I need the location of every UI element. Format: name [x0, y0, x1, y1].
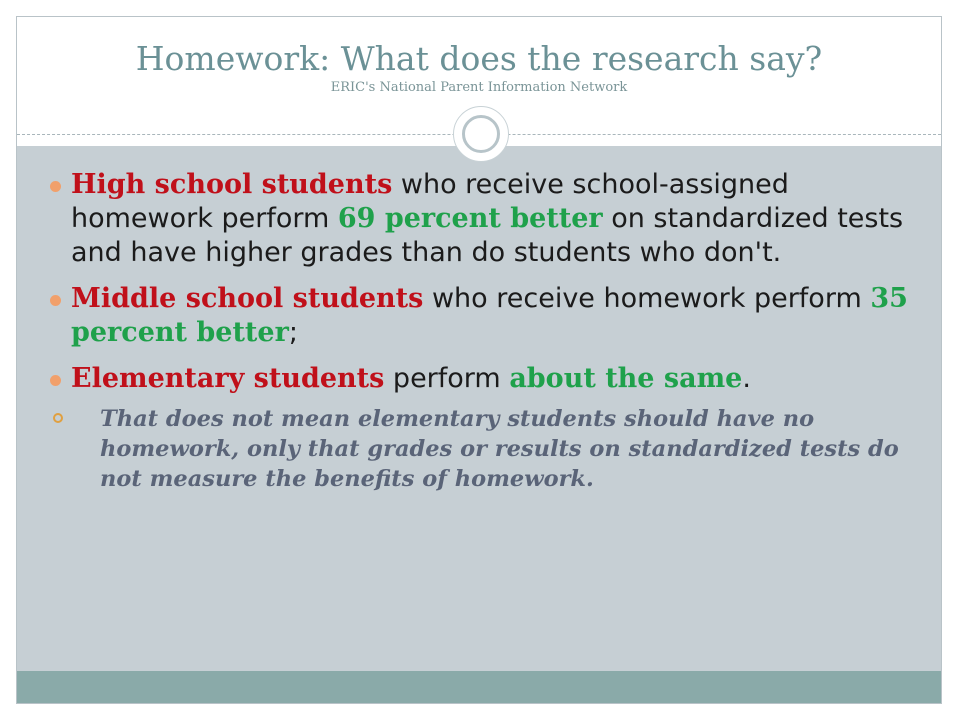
bullet-highlight-red: High school students: [71, 169, 393, 200]
bullet-highlight-green: 35 percent better: [71, 283, 908, 348]
bullet-highlight-green: about the same: [509, 363, 743, 394]
bullet-list: [50, 168, 910, 494]
bullet-elementary: [50, 362, 910, 396]
ring-icon: [462, 115, 500, 153]
filled-dot-icon: [50, 295, 61, 306]
bullet-text: .: [742, 363, 751, 394]
sub-bullet-text: That does not mean elementary students should have no homework, only that grades or results on standardized tests do not measure the benefits of homework.: [100, 406, 899, 492]
bullet-text: perform: [384, 363, 510, 394]
bullet-text: ;: [288, 317, 298, 348]
sub-bullet: [50, 404, 910, 494]
bullet-text: on standardized tests and have higher grades than do students who don't.: [71, 203, 904, 268]
filled-dot-icon: [50, 181, 61, 192]
slide-title: Homework: What does the research say?: [135, 39, 823, 78]
bullet-highlight-red: Elementary students: [71, 363, 385, 394]
circle-ornament-icon: [453, 106, 509, 162]
bullet-text: who receive homework perform: [423, 283, 871, 314]
ring-bullet-icon: [53, 413, 63, 423]
slide-subtitle: ERIC's National Parent Information Network: [330, 80, 628, 95]
filled-dot-icon: [50, 375, 61, 386]
bullet-middle-school: [50, 282, 910, 350]
bullet-highlight-green: 69 percent better: [337, 203, 603, 234]
bullet-high-school: [50, 168, 910, 270]
footer-bar: [17, 671, 941, 703]
bullet-text: who receive school-assigned homework perform: [71, 169, 789, 234]
bullet-highlight-red: Middle school students: [71, 283, 424, 314]
